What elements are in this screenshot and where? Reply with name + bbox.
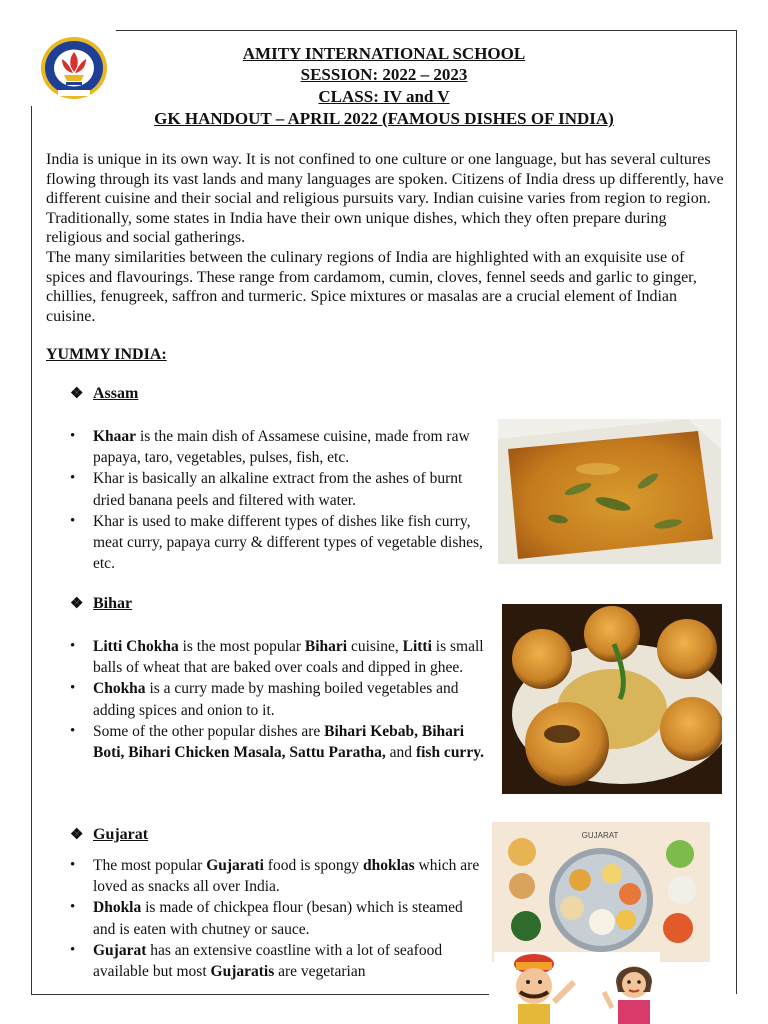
- state-heading-assam: [70, 384, 138, 403]
- session-heading: SESSION: 2022 – 2023: [300, 65, 468, 84]
- section-heading: YUMMY INDIA:: [46, 346, 167, 363]
- bihar-list: [70, 636, 495, 763]
- state-label: Gujarat: [93, 826, 149, 843]
- intro-text: [46, 150, 726, 326]
- litti-chokha-image: [502, 604, 722, 794]
- gujarat-thali-image: [492, 822, 710, 962]
- list-item: • Gujarat has an extensive coastline with a lot of seafood available but most Gujaratis are vegetarian: [70, 940, 480, 982]
- thali-label: GUJARAT: [581, 831, 619, 840]
- assam-list: [70, 426, 485, 574]
- diamond-bullet-icon: ❖: [70, 596, 84, 612]
- page-border-bottom: [31, 994, 489, 995]
- cartoon-characters-image: [494, 952, 660, 1024]
- state-heading-bihar: [70, 594, 132, 613]
- intro-paragraph-2: The many similarities between the culinary regions of India are highlighted with an exquisite use of spices and flavourings. These range from cardamom, cumin, cloves, fennel seeds and garlic to ginger, chillies, fenugreek, saffron and turmeric. Spice mixtures or masalas are a crucial element of Indian cuisine.: [46, 248, 697, 325]
- diamond-bullet-icon: ❖: [70, 386, 84, 402]
- list-item: • Chokha is a curry made by mashing boiled vegetables and adding spices and onion to it.: [70, 678, 495, 720]
- list-item: • Some of the other popular dishes are Bihari Kebab, Bihari Boti, Bihari Chicken Masala, Sattu Paratha, and fish curry.: [70, 721, 495, 763]
- gujarat-list: [70, 855, 480, 982]
- list-item: • Litti Chokha is the most popular Bihari cuisine, Litti is small balls of wheat that are baked over coals and dipped in ghee.: [70, 636, 495, 678]
- school-name: AMITY INTERNATIONAL SCHOOL: [242, 44, 526, 63]
- list-item: • Khaar is the main dish of Assamese cuisine, made from raw papaya, taro, vegetables, pulses, fish, etc.: [70, 426, 485, 468]
- page-border-top: [116, 30, 736, 31]
- intro-paragraph-1: India is unique in its own way. It is not confined to one culture or one language, but has several cultures flowing through its vast lands and many languages are spoken. Citizens of India dress up differently, have different cuisine and their social and religious pursuits vary. Indian cuisine varies from region to region. Traditionally, some states in India have their own unique dishes, which they often prepare during religious and social gatherings.: [46, 151, 724, 247]
- list-item: • Khar is basically an alkaline extract from the ashes of burnt dried banana peels and filtered with water.: [70, 468, 485, 510]
- class-heading: CLASS: IV and V: [318, 87, 450, 106]
- list-item: • The most popular Gujarati food is spongy dhoklas which are loved as snacks all over India.: [70, 855, 480, 897]
- diamond-bullet-icon: ❖: [70, 827, 84, 843]
- state-label: Bihar: [93, 595, 133, 612]
- handout-title: GK HANDOUT – APRIL 2022 (FAMOUS DISHES OF INDIA): [154, 109, 614, 128]
- state-label: Assam: [93, 385, 139, 402]
- list-item: • Khar is used to make different types of dishes like fish curry, meat curry, papaya curry & different types of vegetable dishes, etc.: [70, 511, 485, 575]
- page-border-right: [736, 30, 737, 994]
- list-item: • Dhokla is made of chickpea flour (besan) which is steamed and is eaten with chutney or sauce.: [70, 897, 480, 939]
- khaar-dish-image: [498, 419, 721, 564]
- state-heading-gujarat: [70, 825, 148, 844]
- page-border-left: [31, 106, 32, 994]
